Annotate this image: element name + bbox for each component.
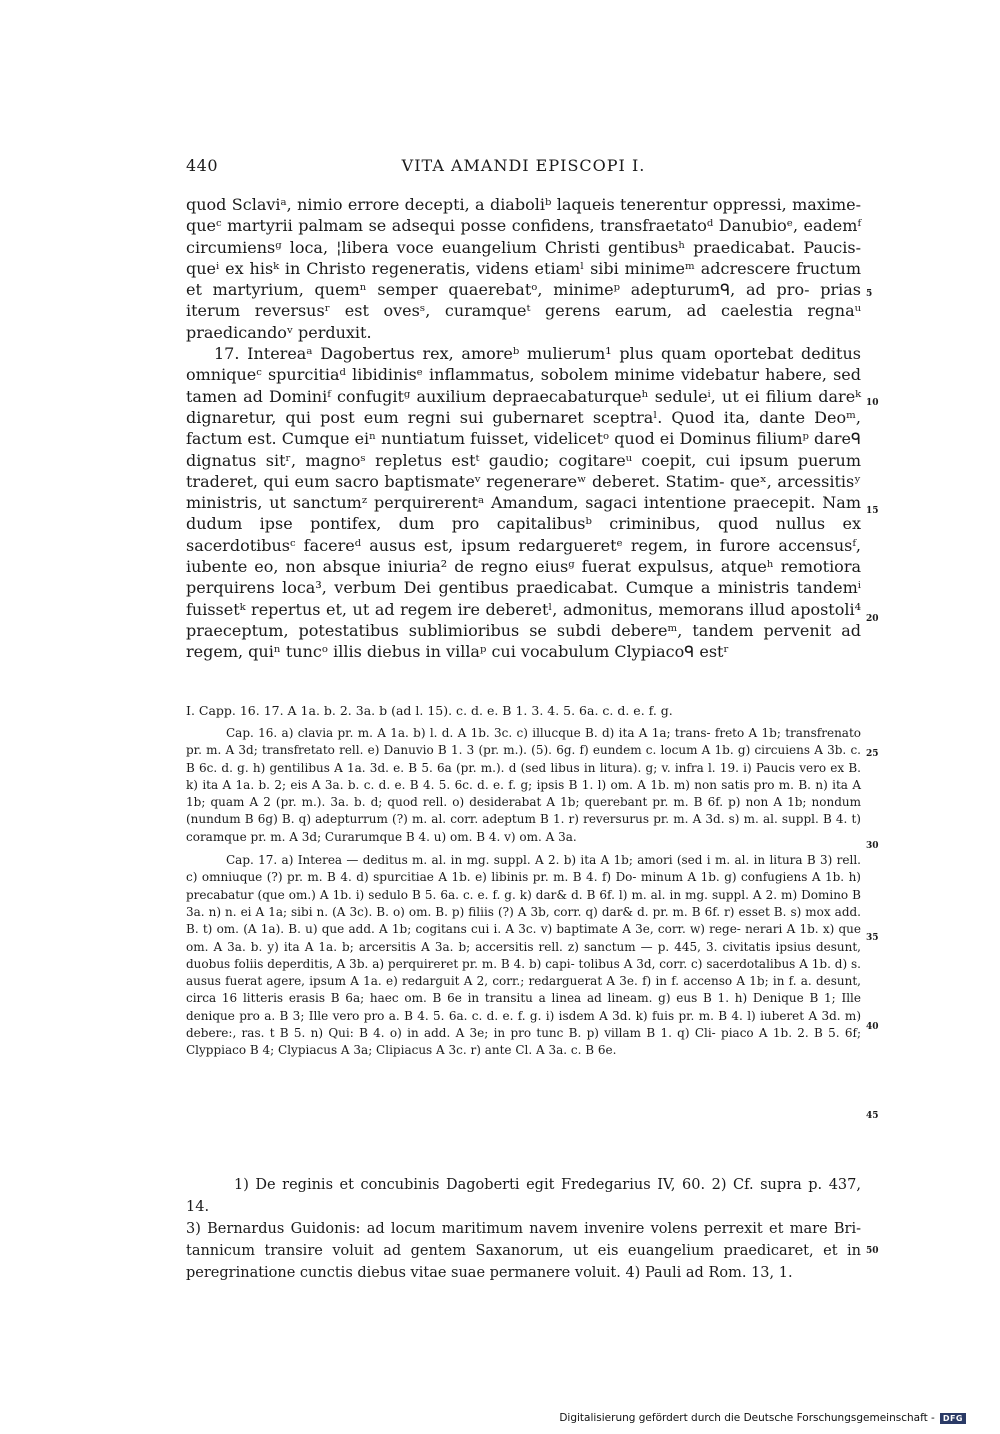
critical-apparatus <box>186 702 861 1066</box>
line-number: 35 <box>866 933 879 943</box>
line-number: 30 <box>866 841 879 851</box>
apparatus-chapter-16: Cap. 16. a) clavia pr. m. A 1a. b) l. d. A 1b. 3c. c) illucque B. d) ita A 1a; trans- freto A 1b; transfrenato pr. m. A 3d; transfretato rell. e) Danuvio B 1. 3 (pr. m.). (5). 6g. f) eundem c. locum A 1b. g) circuiens A 3b. c. B 6c. d. g. h) gentilibus A 1a. 3d. e. B 5. 6a (pr. m.). d (sed libus in litura). g; v. infra l. 19. i) Paucis vero ex B. k) ita A 1a. b. 2; eis A 3a. b. c. d. e. B 4. 5. 6c. d. e. f. g; ipsis B 1. l) om. A 1b. m) non satis pro m. B. n) ita A 1b; quam A 2 (pr. m.). 3a. b. d; quod rell. o) desiderabat A 1b; querebant pr. m. B 6f. p) non A 1b; nondum (nundum B 6g) B. q) adepturrum (?) m. al. corr. adeptum B 1. r) reversurus pr. m. A 3d. s) m. al. suppl. B 4. t) coramque pr. m. A 3d; Curarumque B 4. u) om. B 4. v) om. A 3a. <box>186 726 861 844</box>
footnote-line: 1) De reginis et concubinis Dagoberti egit Fredegarius IV, 60. 2) Cf. supra p. 437, 14. <box>186 1177 861 1215</box>
page-header <box>186 156 861 186</box>
footnote-line: 3) Bernardus Guidonis: ad locum maritimum navem invenire volens perrexit et mare Bri- tannicum transire voluit ad gentem Saxanorum, ut eis euangelium praedicaret, et in peregrinatione cunctis diebus vitae suae permanere voluit. 4) Pauli ad Rom. 13, 1. <box>186 1221 861 1281</box>
paragraph-chapter-16-end: quod Sclaviᵃ, nimio errore decepti, a diaboliᵇ laqueis tenerentur oppressi, maxime- queᶜ martyrii palmam se adsequi posse confidens, transfraetatoᵈ Danubioᵉ, eademᶠ circumiensᵍ loca, ¦libera voce euangelium Christi gentibusʰ praedicabat. Paucis- queⁱ ex hisᵏ in Christo regeneratis, videns etiamˡ sibi minimeᵐ adcrescere fructum et martyrium, quemⁿ semper quaerebatᵒ, minimeᵖ adepturumᑫ, ad pro- prias iterum reversusʳ est ovesˢ, curamqueᵗ gerens earum, ad caelestia regnaᵘ praedicandoᵛ perduxit. <box>186 195 861 342</box>
digitization-credit <box>559 1412 966 1424</box>
line-number: 15 <box>866 506 879 516</box>
line-number: 45 <box>866 1111 879 1121</box>
apparatus-chapter-17: Cap. 17. a) Interea — deditus m. al. in mg. suppl. A 2. b) ita A 1b; amori (sed i m. al. in litura B 3) rell. c) omniuque (?) pr. m. B 4. d) spurcitiae A 1b. e) libinis pr. m. B 4. f) Do- minum A 1b. g) confugiens A 1b. h) precabatur (que om.) A 1b. i) sedulo B 5. 6a. c. e. f. g. k) dar& d. B 6f. l) m. al. in mg. suppl. A 2. m) Domino B 3a. n) n. ei A 1a; sibi n. (A 3c). B. o) om. B. p) filiis (?) A 3b, corr. q) dar& d. pr. m. B 6f. r) esset B. s) mox add. B. t) om. (A 1a). B. u) que add. A 1b; cogitans cui i. A 3c. v) baptimate A 3e, corr. w) rege- nerari A 1b. x) que om. A 3a. b. y) ita A 1a. b; arcersitis A 3a. b; accersitis rell. z) sanctum — p. 445, 3. civitatis ipsius desunt, duobus foliis deperditis, A 3b. a) perquireret pr. m. B 4. b) capi- tolibus A 3d, corr. c) sacerdotalibus A 1b. d) s. ausus fuerat agere, ipsum A 1a. e) redarguit A 2, corr.; redarguerat A 3e. f) in f. accenso A 1b; in f. a. desunt, circa 16 litteris erasis B 6a; haec om. B 6e in transitu a linea ad lineam. g) eus B 1. h) Denique B 1; Ille denique pro a. B 3; Ille vero pro a. B 4. 5. 6a. c. d. e. f. g. i) isdem A 3d. k) fuis pr. m. B 4. l) iuberet A 3d. m) debere:, ras. t B 5. n) Qui: B 4. o) in add. A 3e; in pro tunc B. p) villam B 1. q) Cli- piaco A 1b. 2. B 5. 6f; Clyppiaco B 4; Clypiacus A 3a; Clipiacus A 3c. r) ante Cl. A 3a. c. B 6e. <box>186 853 861 1058</box>
footnotes <box>186 1174 861 1284</box>
page-number: 440 <box>186 156 219 175</box>
credit-text: Digitalisierung gefördert durch die Deutsche Forschungsgemeinschaft - <box>559 1412 935 1424</box>
dfg-logo-icon: DFG <box>940 1413 966 1424</box>
running-title: VITA AMANDI EPISCOPI I. <box>401 156 646 175</box>
line-number: 5 <box>866 289 873 299</box>
line-number: 50 <box>866 1246 879 1256</box>
line-number: 40 <box>866 1022 879 1032</box>
main-text <box>186 194 861 663</box>
line-number: 10 <box>866 398 879 408</box>
line-number: 20 <box>866 614 879 624</box>
apparatus-sigla: I. Capp. 16. 17. A 1a. b. 2. 3a. b (ad l. 15). c. d. e. B 1. 3. 4. 5. 6a. c. d. e. f. g. <box>186 703 673 718</box>
margin-line-numbers <box>866 0 896 1434</box>
line-number: 25 <box>866 749 879 759</box>
paragraph-chapter-17: 17. Intereaᵃ Dagobertus rex, amoreᵇ mulierum¹ plus quam oportebat deditus omniqueᶜ spurcitiaᵈ libidinisᵉ inflammatus, sobolem minime videbatur habere, sed tamen ad Dominiᶠ confugitᵍ auxilium depraecabaturqueʰ seduleⁱ, ut ei filium dareᵏ dignaretur, qui post eum regni sui gubernaret sceptraˡ. Quod ita, dante Deoᵐ, factum est. Cumque eiⁿ nuntiatum fuisset, videlicetᵒ quod ei Dominus filiumᵖ dareᑫ dignatus sitʳ, magnoˢ repletus estᵗ gaudio; cogitareᵘ coepit, cui ipsum puerum traderet, qui eum sacro baptismateᵛ regenerareʷ deberet. Statim- queˣ, arcessitisʸ ministris, ut sanctumᶻ perquirerentᵃ Amandum, sagaci intentione praecepit. Nam dudum ipse pontifex, dum pro capitalibusᵇ criminibus, quod nullus ex sacerdotibusᶜ facereᵈ ausus est, ipsum redargueretᵉ regem, in furore accensusᶠ, iubente eo, non absque iniuria² de regno eiusᵍ fuerat expulsus, atqueʰ remotiora perquirens loca³, verbum Dei gentibus praedicabat. Cumque a ministris tandemⁱ fuissetᵏ repertus et, ut ad regem ire deberetˡ, admonitus, memorans illud apostoli⁴ praeceptum, potestatibus sublimioribus se subdi debereᵐ, tandem pervenit ad regem, quiⁿ tuncᵒ illis diebus in villaᵖ cui vocabulum Clypiacoᑫ estʳ <box>186 344 861 662</box>
